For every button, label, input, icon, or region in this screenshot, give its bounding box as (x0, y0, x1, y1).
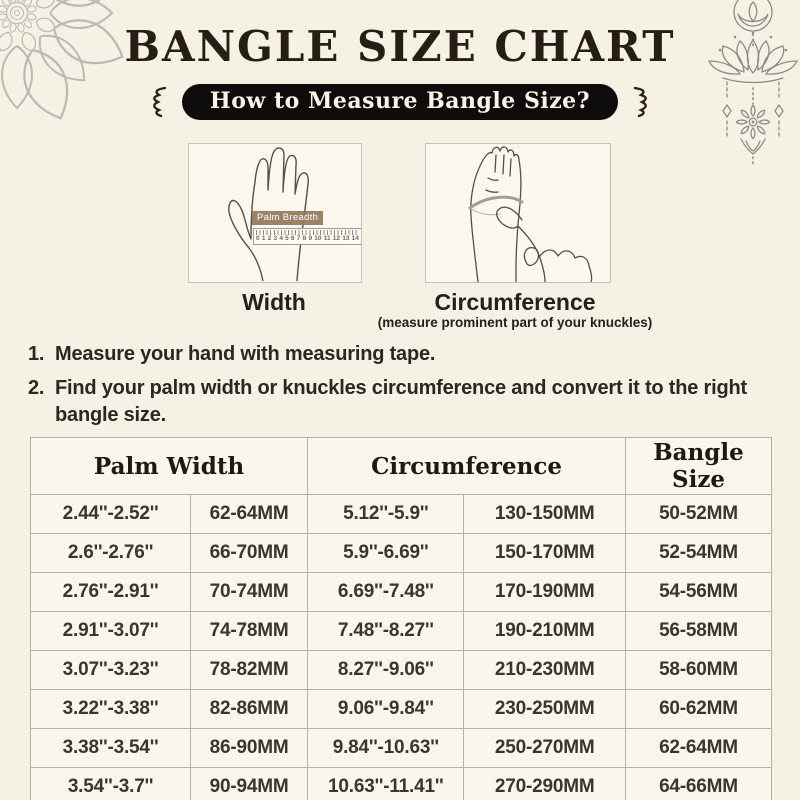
ruler-number: 6 (290, 235, 295, 242)
ruler-number: 4 (279, 235, 283, 242)
table-row (31, 495, 772, 534)
illustration-row (188, 143, 611, 283)
table-row (31, 612, 772, 651)
instruction-1 (28, 341, 776, 368)
instructions (28, 341, 776, 436)
size-table-head (31, 438, 772, 495)
table-cell: 3.22''-3.38'' (31, 690, 191, 729)
instruction-2 (28, 375, 776, 429)
ruler-number: 1 (261, 235, 266, 242)
ruler-number: 10 (314, 235, 322, 242)
table-cell: 170-190MM (464, 573, 626, 612)
table-cell: 190-210MM (464, 612, 626, 651)
table-cell: 2.6''-2.76'' (31, 534, 191, 573)
ruler-numbers (254, 235, 361, 243)
ruler-number: 8 (302, 235, 307, 242)
table-cell: 82-86MM (191, 690, 308, 729)
table-cell: 5.9''-6.69'' (308, 534, 464, 573)
table-cell: 9.06''-9.84'' (308, 690, 464, 729)
table-row (31, 690, 772, 729)
table-cell: 74-78MM (191, 612, 308, 651)
table-cell: 9.84''-10.63'' (308, 729, 464, 768)
instruction-2-number: 2. (28, 377, 45, 399)
table-cell: 210-230MM (464, 651, 626, 690)
table-cell: 60-62MM (625, 690, 771, 729)
how-to-measure-banner: How to Measure Bangle Size? (182, 84, 618, 120)
flourish-left-icon (147, 85, 169, 119)
instruction-1-text: Measure your hand with measuring tape. (55, 343, 436, 365)
table-header: Bangle Size (625, 438, 771, 495)
table-cell: 3.54''-3.7'' (31, 768, 191, 800)
ruler-number: 9 (308, 235, 313, 242)
instruction-1-number: 1. (28, 343, 45, 365)
table-cell: 62-64MM (191, 495, 308, 534)
table-cell: 10.63''-11.41'' (308, 768, 464, 800)
width-illustration-box (188, 143, 362, 283)
ruler-number: 13 (342, 235, 350, 242)
table-cell: 90-94MM (191, 768, 308, 800)
size-table-body (31, 495, 772, 800)
table-row (31, 729, 772, 768)
table-cell: 70-74MM (191, 573, 308, 612)
ruler-number: 12 (332, 235, 341, 242)
instruction-2-text: Find your palm width or knuckles circumference and convert it to the right bangle size. (55, 377, 747, 426)
ruler-number: 3 (273, 235, 278, 242)
table-cell: 62-64MM (625, 729, 771, 768)
circumference-caption-label: Circumference (434, 289, 596, 315)
ruler-number: 11 (323, 235, 331, 242)
table-header-row (31, 438, 772, 495)
circumference-caption-note: (measure prominent part of your knuckles) (377, 315, 653, 330)
ruler (253, 228, 361, 245)
table-row (31, 768, 772, 800)
table-cell: 3.07''-3.23'' (31, 651, 191, 690)
table-cell: 54-56MM (625, 573, 771, 612)
table-cell: 250-270MM (464, 729, 626, 768)
table-cell: 8.27''-9.06'' (308, 651, 464, 690)
table-cell: 64-66MM (625, 768, 771, 800)
table-cell: 3.38''-3.54'' (31, 729, 191, 768)
flourish-right-icon (631, 85, 653, 119)
ruler-number: 5 (285, 235, 289, 242)
table-cell: 66-70MM (191, 534, 308, 573)
table-cell: 52-54MM (625, 534, 771, 573)
page-title: BANGLE SIZE CHART (124, 22, 676, 71)
banner-row (0, 84, 800, 120)
table-cell: 7.48''-8.27'' (308, 612, 464, 651)
palm-breadth-label: Palm Breadth (252, 211, 323, 225)
table-cell: 5.12''-5.9'' (308, 495, 464, 534)
ruler-number: 2 (267, 235, 272, 242)
table-row (31, 534, 772, 573)
table-row (31, 651, 772, 690)
ruler-number: 0 (256, 235, 260, 242)
table-cell: 50-52MM (625, 495, 771, 534)
table-header: Palm Width (31, 438, 308, 495)
table-cell: 6.69''-7.48'' (308, 573, 464, 612)
circumference-caption (345, 289, 685, 330)
pinched-hand-tape-icon (426, 144, 610, 282)
table-cell: 2.91''-3.07'' (31, 612, 191, 651)
ruler-number: 7 (296, 235, 301, 242)
table-header: Circumference (308, 438, 626, 495)
table-cell: 130-150MM (464, 495, 626, 534)
table-row (31, 573, 772, 612)
table-cell: 58-60MM (625, 651, 771, 690)
table-cell: 270-290MM (464, 768, 626, 800)
ruler-number: 14 (351, 235, 359, 242)
table-cell: 56-58MM (625, 612, 771, 651)
bangle-size-table (30, 437, 772, 800)
width-caption: Width (242, 289, 306, 315)
table-cell: 2.44''-2.52'' (31, 495, 191, 534)
circumference-illustration-box (425, 143, 611, 283)
table-cell: 230-250MM (464, 690, 626, 729)
table-cell: 86-90MM (191, 729, 308, 768)
table-cell: 150-170MM (464, 534, 626, 573)
table-cell: 78-82MM (191, 651, 308, 690)
table-cell: 2.76''-2.91'' (31, 573, 191, 612)
